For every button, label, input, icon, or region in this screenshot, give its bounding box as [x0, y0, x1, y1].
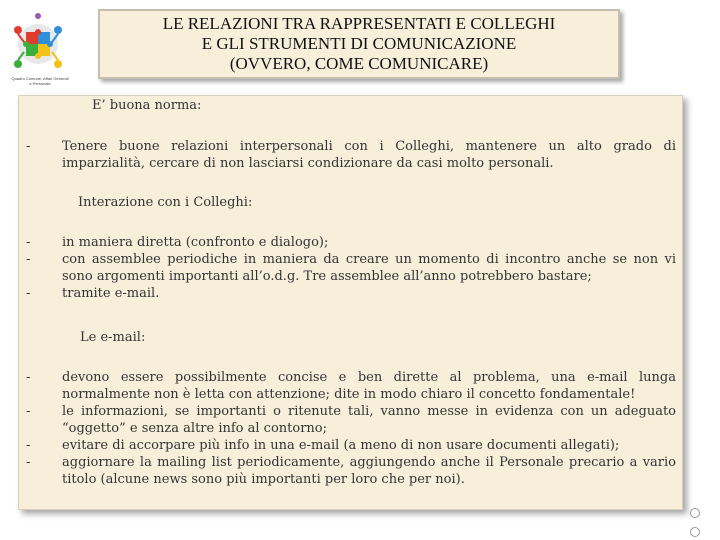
list-item: [22, 454, 676, 488]
logo-caption: Quadro Comune, Affari Generali e Personale: [11, 76, 69, 86]
list-item: [22, 369, 676, 403]
bullet-dash: -: [26, 455, 31, 470]
puzzle-people-logo-icon: [8, 12, 68, 82]
title-line-1: LE RELAZIONI TRA RAPPRESENTATI E COLLEGHI: [162, 14, 556, 33]
corner-dot-icon: [690, 527, 700, 537]
list-interazione: [22, 234, 676, 302]
title-line-3: (OVVERO, COME COMUNICARE): [229, 54, 489, 73]
list-buona-norma: [22, 138, 676, 172]
corner-dot-icon: [690, 508, 700, 518]
list-item: [22, 234, 676, 251]
section-heading-email: Le e-mail:: [80, 330, 146, 345]
list-item-text: tramite e-mail.: [62, 286, 160, 301]
bullet-dash: -: [26, 252, 31, 267]
bullet-dash: -: [26, 139, 31, 154]
bullet-dash: -: [26, 404, 31, 419]
bullet-dash: -: [26, 235, 31, 250]
list-item-text: Tenere buone relazioni interpersonali con i Colleghi, mantenere un alto grado di imparzialità, cercare di non lasciarsi condizionare da casi molto personali.: [62, 139, 676, 171]
list-item: [22, 251, 676, 285]
list-item-text: aggiornare la mailing list periodicamente, aggiungendo anche il Personale precario a vario titolo (alcune news sono più importanti per loro che per noi).: [62, 455, 676, 487]
list-item: [22, 437, 676, 454]
list-item: [22, 138, 676, 172]
title-line-2: E GLI STRUMENTI DI COMUNICAZIONE: [201, 34, 517, 53]
bullet-dash: -: [26, 438, 31, 453]
bullet-dash: -: [26, 286, 31, 301]
bullet-dash: -: [26, 370, 31, 385]
list-item-text: le informazioni, se importanti o ritenute tali, vanno messe in evidenza con un adeguato “oggetto” e senza altre info al contorno;: [62, 404, 676, 436]
section-heading-interazione: Interazione con i Colleghi:: [78, 195, 253, 210]
list-email: [22, 369, 676, 488]
list-item-text: in maniera diretta (confronto e dialogo);: [62, 235, 329, 250]
list-item-text: devono essere possibilmente concise e ben dirette al problema, una e-mail lunga normalmente non è letta con attenzione; dite in modo chiaro il concetto fondamentale!: [62, 370, 676, 402]
title-box: [98, 9, 620, 79]
list-item-text: con assemblee periodiche in maniera da creare un momento di incontro anche se non vi sono argomenti importanti all’o.d.g. Tre assemblee all’anno potrebbero bastare;: [62, 252, 676, 284]
section-heading-buona-norma: E’ buona norma:: [92, 98, 202, 113]
list-item: [22, 285, 676, 302]
list-item: [22, 403, 676, 437]
list-item-text: evitare di accorpare più info in una e-mail (a meno di non usare documenti allegati);: [62, 438, 620, 453]
